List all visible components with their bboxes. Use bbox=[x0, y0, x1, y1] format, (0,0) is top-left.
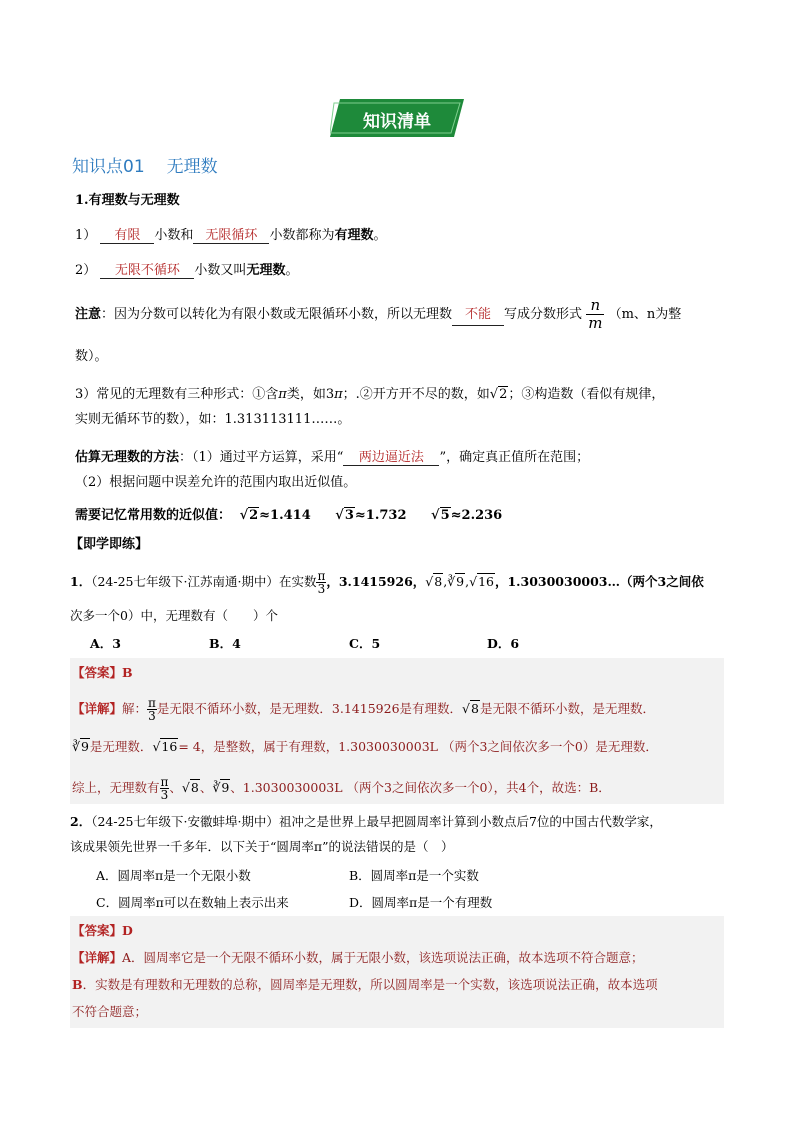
detail-text: 是无限不循环小数，是无理数． bbox=[479, 701, 655, 716]
note-line-2: 数）。 bbox=[75, 349, 108, 364]
line-3-text-4: ；③构造数（看似有规律， bbox=[508, 387, 665, 402]
detail-label: 【详解】 bbox=[72, 701, 123, 716]
q1-source: （24-25七年级下·江苏南通·期中） bbox=[91, 574, 279, 589]
q1-line-1: 1．（24-25七年级下·江苏南通·期中）在实数 $\frac{\pi}{3}$ ，3.1415926，√8,∛9,√16，1.3030030003…（两个3之间依 bbox=[70, 569, 704, 596]
approx-radicand: 5 bbox=[440, 508, 450, 523]
frac-num: π bbox=[160, 775, 169, 789]
line-3-text-3: ；.②开方开不尽的数，如 bbox=[342, 387, 490, 402]
frac-den: 3 bbox=[148, 709, 156, 723]
approx-item: √5≈2.236 bbox=[431, 508, 503, 523]
radicand: 16 bbox=[161, 739, 178, 754]
line-1 bbox=[75, 224, 386, 244]
note-text-2: 写成分数形式 bbox=[504, 307, 583, 322]
detail-text: A．圆周率它是一个无限不循环小数，属于无限小数，该选项说法正确，故本选项不符合题意； bbox=[122, 950, 644, 965]
blank-cannot: 不能 bbox=[452, 305, 504, 326]
q2-option: B．圆周率π是一个实数 bbox=[349, 868, 479, 883]
detail-text: = 4，是整数，属于有理数，1.3030030003L （两个3之间依次多一个0）是无理数． bbox=[178, 739, 658, 754]
section-title: 无理数 bbox=[166, 157, 218, 177]
approx-colon: ： bbox=[218, 508, 232, 523]
detail-text: ．实数是有理数和无理数的总称，圆周率是无理数，所以圆周率是一个实数，该选项说法正确，故本选项 bbox=[82, 977, 658, 992]
line-2 bbox=[75, 259, 298, 279]
radicand: 8 bbox=[434, 574, 443, 589]
section-number: 知识点01 bbox=[72, 157, 145, 177]
approx-item: √2≈1.414 bbox=[239, 508, 311, 523]
note-text-1: ：因为分数可以转化为有限小数或无限循环小数，所以无理数 bbox=[101, 307, 453, 322]
frac-num: π bbox=[148, 696, 156, 710]
line-2-end: 。 bbox=[285, 263, 299, 278]
estimate-text-1: ：（1）通过平方运算，采用“ bbox=[179, 450, 344, 465]
detail-text: 、1.3030030003L （两个3之间依次多一个0），共4个，故选：B． bbox=[230, 780, 611, 795]
q1-text-3: ，1.3030030003…（两个3之间依 bbox=[494, 574, 704, 589]
q1-option: B．4 bbox=[209, 636, 241, 651]
estimate-label: 估算无理数的方法 bbox=[75, 450, 180, 465]
q2-detail-1 bbox=[72, 948, 644, 966]
radicand: 16 bbox=[478, 574, 494, 589]
blank-two-side: 两边逼近法 bbox=[343, 446, 439, 466]
q2-source: （24-25七年级下·安徽蚌埠·期中） bbox=[91, 814, 279, 829]
q1-line-2: 次多一个0）中，无理数有（ ）个 bbox=[70, 608, 278, 623]
estimate-text-2: ”，确定真正值所在范围； bbox=[439, 450, 590, 465]
fraction-n-over-m bbox=[586, 297, 604, 332]
line-1-mid: 小数和 bbox=[154, 228, 194, 243]
approx-radicand: 2 bbox=[249, 508, 259, 523]
q1-option: C．5 bbox=[349, 636, 381, 651]
q1-option: D．6 bbox=[487, 636, 520, 651]
q2-text-1: 祖冲之是世界上最早把圆周率计算到小数点后7位的中国古代数学家， bbox=[278, 814, 662, 829]
detail-text: 是无限不循环小数，是无理数．3.1415926是有理数． bbox=[156, 701, 463, 716]
answer-value: B bbox=[122, 665, 133, 680]
radicand: 8 bbox=[471, 701, 479, 716]
line-3-text-2: 类，如3 bbox=[286, 387, 335, 402]
term-rational: 有理数 bbox=[334, 228, 374, 243]
q2-number: 2． bbox=[70, 814, 92, 829]
radicand: 9 bbox=[221, 780, 230, 795]
note-text-3: （m、n为整 bbox=[608, 307, 682, 322]
term-irrational: 无理数 bbox=[246, 263, 286, 278]
radicand: 9 bbox=[456, 574, 465, 589]
q2-line-1 bbox=[70, 812, 662, 830]
section-banner bbox=[330, 99, 464, 137]
blank-finite: 有限 bbox=[100, 224, 154, 244]
q1-detail-1: 【详解】解： $\frac{\pi}{3}$ 是无限不循环小数，是无理数．3.1415926是有理数．√8是无限不循环小数，是无理数． bbox=[72, 696, 655, 723]
radicand: 8 bbox=[190, 780, 199, 795]
note-line-1 bbox=[75, 297, 681, 332]
q2-answer-box bbox=[70, 916, 724, 1028]
radicand: 2 bbox=[499, 387, 508, 402]
line-3: 3）常见的无理数有三种形式：①含π类，如3π；.②开方开不尽的数，如√2；③构造数（看似有规律， bbox=[75, 387, 665, 402]
approx-value: ≈1.732 bbox=[354, 508, 407, 523]
approx-line bbox=[75, 504, 502, 523]
banner-title: 知识清单 bbox=[363, 112, 431, 132]
frac-num: n bbox=[586, 297, 604, 315]
section-heading bbox=[72, 152, 218, 177]
q2-detail-3: 不符合题意； bbox=[72, 1004, 148, 1019]
q1-text-1: 在实数 bbox=[278, 574, 317, 589]
estimate-line-1 bbox=[75, 446, 589, 466]
line-3-text-1: 3）常见的无理数有三种形式：①含 bbox=[75, 387, 279, 402]
q2-detail-2 bbox=[72, 975, 658, 993]
detail-label: 【详解】 bbox=[72, 950, 123, 965]
approx-value: ≈2.236 bbox=[450, 508, 503, 523]
detail-text: 综上，无理数有 bbox=[72, 780, 160, 795]
pi-symbol: π bbox=[278, 387, 287, 402]
answer-label: 【答案】 bbox=[72, 923, 123, 938]
line-2-mid: 小数又叫 bbox=[194, 263, 247, 278]
frac-den: 3 bbox=[160, 788, 169, 802]
blank-nonrepeating: 无限不循环 bbox=[100, 259, 194, 279]
pi-over-3 bbox=[160, 776, 170, 801]
frac-den: 3 bbox=[317, 582, 326, 596]
q1-number: 1． bbox=[70, 574, 92, 589]
q1-option: A．3 bbox=[90, 636, 121, 651]
answer-label: 【答案】 bbox=[72, 665, 123, 680]
q2-answer bbox=[72, 921, 133, 939]
q1-detail-2: ∛9是无理数．√16= 4，是整数，属于有理数，1.3030030003L （两个3之间依次多一个0）是无理数． bbox=[72, 739, 658, 754]
pi-over-3 bbox=[147, 697, 157, 722]
pi-symbol: π bbox=[334, 387, 343, 402]
detail-text: B bbox=[72, 977, 83, 992]
q1-answer bbox=[72, 663, 133, 681]
blank-repeating: 无限循环 bbox=[193, 224, 269, 244]
note-label: 注意 bbox=[75, 307, 102, 322]
estimate-line-2: （2）根据问题中误差允许的范围内取出近似值。 bbox=[75, 475, 357, 490]
detail-text: 、 bbox=[199, 780, 213, 795]
approx-value: ≈1.414 bbox=[259, 508, 311, 523]
detail-text: 解： bbox=[122, 701, 148, 716]
q2-option: A．圆周率π是一个无限小数 bbox=[96, 868, 251, 883]
line-1-suffix: 小数都称为 bbox=[269, 228, 335, 243]
practice-header: 【即学即练】 bbox=[70, 537, 149, 552]
detail-text: 、 bbox=[169, 780, 182, 795]
detail-text: 是无理数． bbox=[89, 739, 153, 754]
approx-radicand: 3 bbox=[344, 508, 354, 523]
line-1-prefix: 1） bbox=[75, 228, 97, 243]
line-3b: 实则无循环节的数），如：1.313113111……。 bbox=[75, 412, 351, 427]
subsection-title: 1.有理数与无理数 bbox=[75, 193, 180, 208]
approx-label: 需要记忆常用数的近似值 bbox=[75, 508, 219, 523]
radicand: 9 bbox=[80, 739, 89, 754]
q2-option: D．圆周率π是一个有理数 bbox=[349, 895, 493, 910]
q2-option: C．圆周率π可以在数轴上表示出来 bbox=[96, 895, 289, 910]
approx-item: √3≈1.732 bbox=[335, 508, 407, 523]
frac-den: m bbox=[588, 314, 603, 332]
q1-pi-over-3 bbox=[316, 570, 326, 595]
answer-value: D bbox=[122, 923, 133, 938]
q1-detail-3: 综上，无理数有 $\frac{\pi}{3}$ 、√8、∛9、1.3030030003L （两个3之间依次多一个0），共4个，故选：B． bbox=[72, 775, 611, 802]
q1-text-2: ，3.1415926， bbox=[326, 574, 426, 589]
line-2-prefix: 2） bbox=[75, 263, 97, 278]
frac-num: π bbox=[317, 569, 326, 583]
line-1-end: 。 bbox=[373, 228, 387, 243]
q2-line-2: 该成果领先世界一千多年．以下关于“圆周率π”的说法错误的是（ ） bbox=[70, 839, 454, 854]
